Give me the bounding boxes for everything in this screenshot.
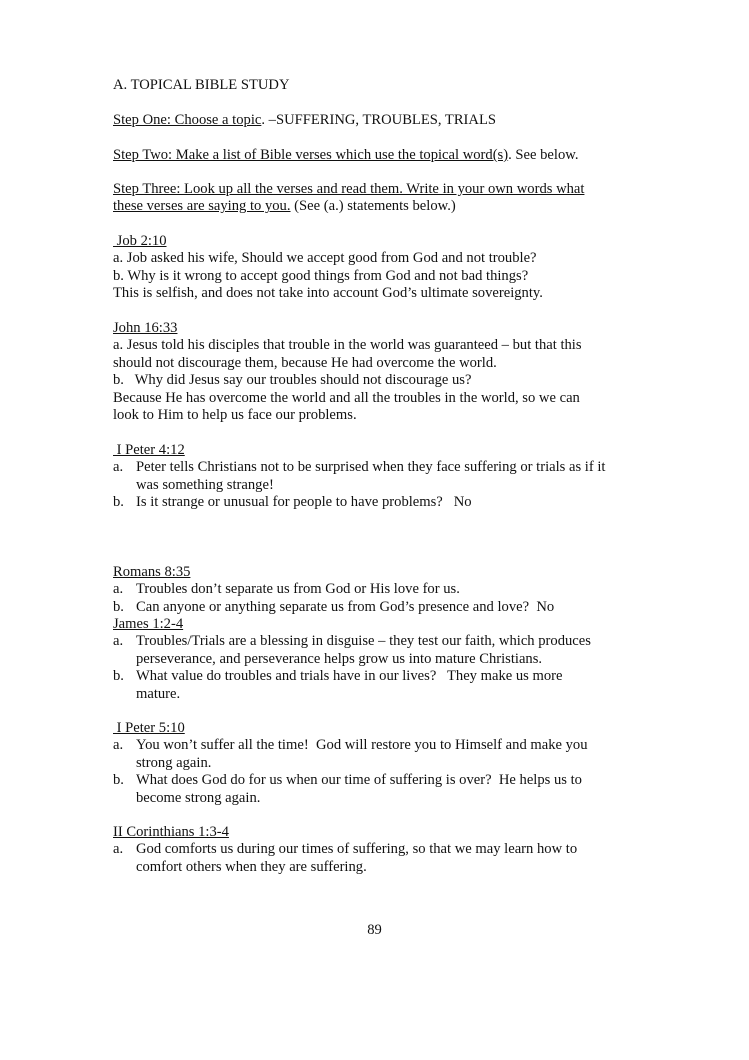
verse-john [113, 320, 608, 424]
list-item [113, 633, 613, 668]
list-marker: a. [113, 737, 124, 754]
answer: Because He has overcome the world and all the troubles in the world, so we can look to Him to help us face our problems. [113, 389, 580, 424]
list-marker: a. [113, 459, 124, 476]
step-label: Step One: Choose a topic [113, 112, 262, 128]
verse-romans [113, 564, 633, 616]
step-one [113, 112, 633, 129]
verse-1-peter-4 [113, 442, 613, 512]
list-text: Troubles don’t separate us from God or His love for us. [136, 581, 460, 598]
list-item [113, 581, 633, 598]
list-item [113, 459, 613, 494]
list-item [113, 599, 633, 616]
step-text: . See below. [508, 147, 579, 163]
list-marker: b. [113, 598, 124, 615]
verse-2-corinthians [113, 824, 593, 876]
step-three [113, 181, 613, 216]
question: b. Why did Jesus say our troubles should not discourage us? [113, 372, 472, 389]
list-marker: a. [113, 581, 124, 598]
verse-job [113, 233, 633, 303]
document-title: A. TOPICAL BIBLE STUDY [113, 77, 290, 93]
list-text: God comforts us during our times of suffering, so that we may learn how to comfort others when they are suffering. [136, 841, 578, 875]
list-text: Peter tells Christians not to be surprised when they face suffering or trials as if it was something strange! [136, 459, 606, 493]
answer: This is selfish, and does not take into account God’s ultimate sovereignty. [113, 285, 543, 302]
list-marker: a. [113, 633, 124, 650]
list-text: You won’t suffer all the time! God will restore you to Himself and make you strong again. [136, 737, 592, 771]
list-item [113, 668, 606, 703]
list-text: Is it strange or unusual for people to have problems? No [136, 494, 472, 511]
statement: a. Jesus told his disciples that trouble in the world was guaranteed – but that this should not discourage them, because He had overcome the world. [113, 337, 582, 371]
page-number: 89 [367, 922, 382, 938]
step-label: Step Two: Make a list of Bible verses which use the topical word(s) [113, 147, 509, 163]
step-two [113, 147, 633, 164]
verse-james [113, 616, 613, 703]
list-marker: b. [113, 772, 124, 789]
list-text: Can anyone or anything separate us from God’s presence and love? No [136, 598, 555, 615]
step-text: (See (a.) statements below.) [290, 198, 456, 215]
list-item [113, 841, 593, 876]
verse-1-peter-5 [113, 720, 608, 807]
list-marker: b. [113, 668, 124, 685]
list-item [113, 494, 613, 511]
step-label: Step Three: Look up all the verses and read them. Write in your own words what these verses are saying to you. [113, 181, 585, 215]
step-text: . –SUFFERING, TROUBLES, TRIALS [261, 112, 496, 128]
list-marker: b. [113, 494, 124, 511]
list-item [113, 737, 608, 772]
list-text: What value do troubles and trials have in our lives? They make us more mature. [136, 668, 567, 702]
list-text: What does God do for us when our time of suffering is over? He helps us to become strong again. [136, 772, 586, 806]
verse-reference: John 16:33 [113, 320, 178, 336]
verse-reference: II Corinthians 1:3-4 [113, 824, 229, 840]
list-text: Troubles/Trials are a blessing in disguise – they test our faith, which produces perseverance, and perseverance helps grow us into mature Christians. [136, 633, 591, 667]
list-item [113, 772, 608, 807]
verse-reference: I Peter 5:10 [113, 720, 185, 736]
verse-reference: I Peter 4:12 [113, 442, 185, 458]
list-marker: a. [113, 841, 124, 858]
statement: a. Job asked his wife, Should we accept good from God and not trouble? [113, 250, 537, 267]
verse-reference: Job 2:10 [113, 233, 167, 249]
verse-reference: James 1:2-4 [113, 616, 184, 632]
verse-reference: Romans 8:35 [113, 564, 191, 580]
question: b. Why is it wrong to accept good things from God and not bad things? [113, 267, 529, 284]
